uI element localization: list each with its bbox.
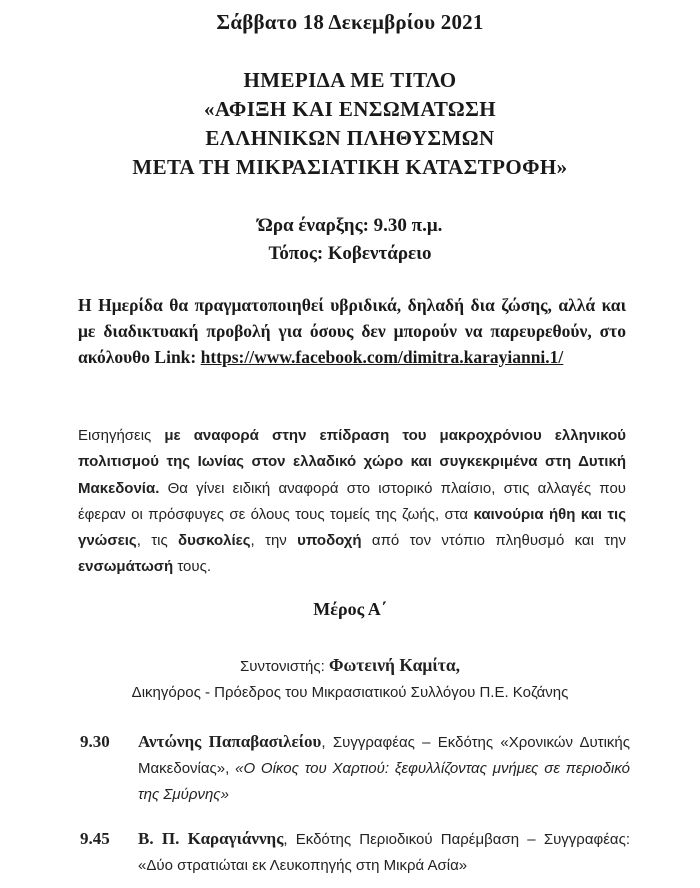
intro-text: Η Ημερίδα θα πραγματοποιηθεί υβριδικά, δηλαδή δια ζώσης, αλλά και με διαδικτυακή προβολή για όσους δεν μπορούν να παρευρεθούν, στο ακόλουθο Link:	[78, 295, 626, 367]
facebook-link[interactable]: https://www.facebook.com/dimitra.karayianni.1/	[200, 347, 564, 367]
desc-text: Θα γίνει ειδική αναφορά στο ιστορικό πλαίσιο, στις αλλαγές που έφεραν οι πρόσφυγες σε όλους τους τομείς της ζωής, στα	[78, 479, 626, 523]
coordinator-role: Δικηγόρος - Πρόεδρος του Μικρασιατικού Συλλόγου Π.Ε. Κοζάνης	[131, 684, 569, 701]
coordinator	[60, 652, 640, 706]
event-date: Σάββατο 18 Δεκεμβρίου 2021	[216, 10, 484, 34]
desc-text: , τις	[136, 532, 178, 550]
desc-emphasis: δυσκολίες	[178, 532, 251, 550]
desc-emphasis: ενσωμάτωσή	[78, 558, 174, 576]
desc-emphasis: καινούρια ήθη και τις γνώσεις	[78, 505, 626, 550]
speaker-role: , Συγγραφέας – Εκδότης «Χρονικών Δυτικής Μακεδονίας»,	[138, 734, 630, 777]
coordinator-label: Συντονιστής:	[240, 658, 329, 675]
entry-body	[138, 729, 630, 808]
talk-title: «Ο Οίκος του Χαρτιού: ξεφυλλίζοντας μνήμες σε περιοδικό της Σμύρνης»	[138, 760, 630, 803]
speaker-role: , Εκδότης Περιοδικού Παρέμβαση – Συγγραφέας:	[283, 831, 630, 848]
title-line: ΜΕΤΑ ΤΗ ΜΙΚΡΑΣΙΑΤΙΚΗ ΚΑΤΑΣΤΡΟΦΗ»	[132, 155, 568, 179]
entry-time: 9.45	[80, 829, 110, 848]
intro-paragraph	[78, 292, 626, 370]
section-title: Μέρος Α΄	[313, 599, 387, 619]
coordinator-line	[60, 652, 640, 680]
program-entry	[80, 826, 630, 879]
title-line: ΗΜΕΡΙΔΑ ΜΕ ΤΙΤΛΟ	[243, 68, 457, 92]
start-time: Ώρα έναρξης: 9.30 π.μ.	[257, 215, 443, 236]
desc-emphasis: με αναφορά στην επίδραση του μακροχρόνιου ελληνικού πολιτισμού της Ιωνίας στον ελλαδικό χώρο και συγκεκριμένα στη Δυτική Μακεδονία.	[78, 427, 626, 497]
entry-time: 9.30	[80, 732, 110, 751]
talk-title: «Δύο στρατιώται εκ Λευκοπηγής στη Μικρά Ασία»	[138, 857, 468, 874]
description-paragraph	[78, 423, 626, 581]
event-meta	[0, 212, 700, 268]
title-line: «ΑΦΙΞΗ ΚΑΙ ΕΝΣΩΜΑΤΩΣΗ	[203, 97, 496, 121]
speaker-name: Β. Π. Καραγιάννης	[138, 829, 284, 848]
program-entry	[80, 729, 630, 808]
desc-text: τους.	[173, 558, 211, 576]
desc-emphasis: υποδοχή	[297, 532, 362, 550]
entry-body	[138, 826, 630, 879]
desc-text: Εισηγήσεις	[78, 427, 165, 444]
event-title	[0, 66, 700, 182]
coordinator-name: Φωτεινή Καμίτα,	[328, 655, 460, 675]
speaker-name: Αντώνης Παπαβασιλείου	[138, 732, 322, 751]
desc-text: από τον ντόπιο πληθυσμό και την	[361, 532, 626, 550]
title-line: ΕΛΛΗΝΙΚΩΝ ΠΛΗΘΥΣΜΩΝ	[205, 126, 495, 150]
desc-text: , την	[250, 532, 298, 550]
venue: Τόπος: Κοβεντάρειο	[268, 243, 432, 264]
